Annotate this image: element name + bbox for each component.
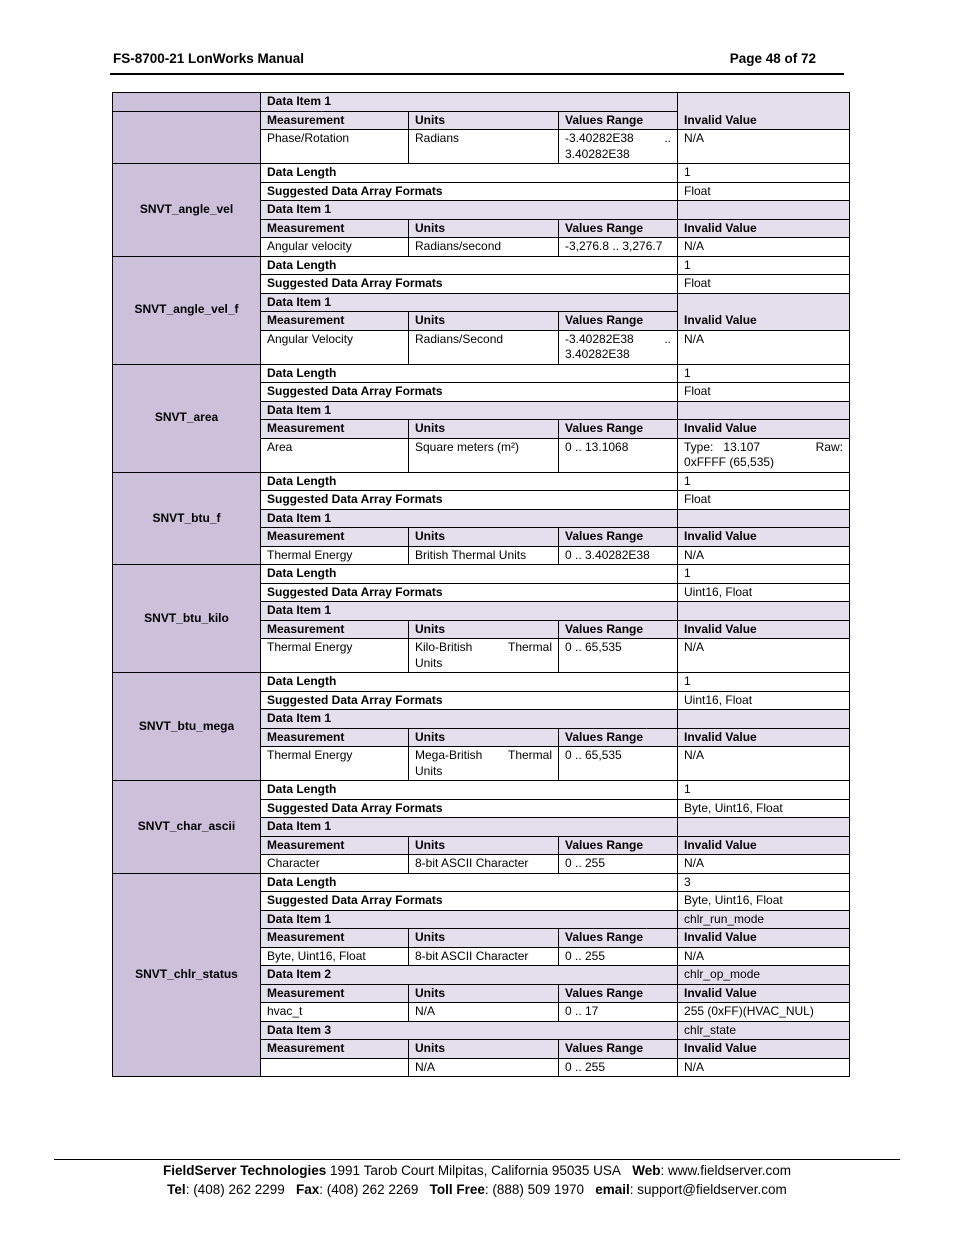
formats-value: Uint16, Float [678, 691, 850, 710]
data-length-label: Data Length [261, 565, 678, 584]
measurement-header: Measurement [261, 420, 409, 439]
values-range-cell: 0 .. 65,535 [559, 639, 678, 673]
formats-value: Uint16, Float [678, 583, 850, 602]
data-length-value: 1 [678, 364, 850, 383]
formats-value: Float [678, 275, 850, 294]
values-range-cell: 0 .. 65,535 [559, 747, 678, 781]
header-divider [110, 73, 844, 75]
table-row [113, 93, 850, 112]
values-range-header: Values Range [559, 929, 678, 948]
units-header: Units [409, 984, 559, 1003]
formats-label: Suggested Data Array Formats [261, 383, 678, 402]
measurement-header: Measurement [261, 836, 409, 855]
data-item-label: Data Item 1 [261, 509, 678, 528]
measurement-header: Measurement [261, 111, 409, 130]
values-range-cell: -3.40282E38 .. 3.40282E38 [559, 330, 678, 364]
values-range-cell: 0 .. 255 [559, 1058, 678, 1077]
units-header: Units [409, 420, 559, 439]
invalid-value-header: Invalid Value [678, 728, 850, 747]
formats-value: Byte, Uint16, Float [678, 892, 850, 911]
units-header: Units [409, 111, 559, 130]
units-cell: Radians [409, 130, 559, 164]
data-item-label: Data Item 1 [261, 602, 678, 621]
units-cell: Kilo-British Thermal Units [409, 639, 559, 673]
footer-divider [54, 1159, 900, 1160]
units-header: Units [409, 312, 559, 331]
page-number: Page 48 of 72 [729, 51, 816, 66]
units-cell: Radians/Second [409, 330, 559, 364]
formats-value: Byte, Uint16, Float [678, 799, 850, 818]
values-range-header: Values Range [559, 620, 678, 639]
measurement-cell: Character [261, 855, 409, 874]
formats-label: Suggested Data Array Formats [261, 583, 678, 602]
table-row [113, 673, 850, 692]
data-item-value [678, 401, 850, 420]
units-header: Units [409, 1040, 559, 1059]
units-header: Units [409, 728, 559, 747]
invalid-value-header: Invalid Value [678, 219, 850, 238]
values-range-header: Values Range [559, 984, 678, 1003]
invalid-value-cell: Type: 13.107 Raw: 0xFFFF (65,535) [678, 438, 850, 472]
measurement-cell: Byte, Uint16, Float [261, 947, 409, 966]
measurement-cell: Thermal Energy [261, 639, 409, 673]
snvt-name-cell: SNVT_btu_f [113, 472, 261, 565]
invalid-value-cell: N/A [678, 947, 850, 966]
formats-label: Suggested Data Array Formats [261, 691, 678, 710]
table-row [113, 364, 850, 383]
data-length-label: Data Length [261, 781, 678, 800]
table-row [113, 256, 850, 275]
data-length-value: 1 [678, 673, 850, 692]
formats-value: Float [678, 182, 850, 201]
invalid-value-cell: N/A [678, 238, 850, 257]
values-range-cell: -3.40282E38 .. 3.40282E38 [559, 130, 678, 164]
invalid-value-cell: 255 (0xFF)(HVAC_NUL) [678, 1003, 850, 1022]
values-range-header: Values Range [559, 528, 678, 547]
measurement-header: Measurement [261, 620, 409, 639]
measurement-header: Measurement [261, 528, 409, 547]
data-item-value [678, 602, 850, 621]
data-item-value: chlr_run_mode [678, 910, 850, 929]
table-row [113, 873, 850, 892]
formats-label: Suggested Data Array Formats [261, 182, 678, 201]
invalid-value-cell: N/A [678, 639, 850, 673]
data-item-label: Data Item 3 [261, 1021, 678, 1040]
units-cell: Square meters (m²) [409, 438, 559, 472]
snvt-name-cell [113, 93, 261, 112]
measurement-header: Measurement [261, 929, 409, 948]
data-item-label: Data Item 1 [261, 818, 678, 837]
data-item-value [678, 710, 850, 729]
data-length-label: Data Length [261, 472, 678, 491]
invalid-value-header: Invalid Value [678, 1040, 850, 1059]
snvt-spec-table [112, 92, 850, 1077]
formats-value: Float [678, 383, 850, 402]
invalid-value-cell: N/A [678, 747, 850, 781]
data-item-value: chlr_state [678, 1021, 850, 1040]
measurement-cell: Area [261, 438, 409, 472]
invalid-value-header: Invalid Value [678, 929, 850, 948]
snvt-name-cell: SNVT_angle_vel_f [113, 256, 261, 364]
data-length-label: Data Length [261, 256, 678, 275]
table-row [113, 164, 850, 183]
footer-contact-line: Tel: (408) 262 2299 Fax: (408) 262 2269 Toll Free: (888) 509 1970 email: support@fieldserver.com [167, 1182, 787, 1197]
units-cell: N/A [409, 1058, 559, 1077]
measurement-cell: Thermal Energy [261, 747, 409, 781]
measurement-cell: Thermal Energy [261, 546, 409, 565]
units-header: Units [409, 929, 559, 948]
snvt-name-cell: SNVT_char_ascii [113, 781, 261, 874]
values-range-header: Values Range [559, 728, 678, 747]
units-cell: N/A [409, 1003, 559, 1022]
units-header: Units [409, 620, 559, 639]
snvt-name-cell: SNVT_btu_kilo [113, 565, 261, 673]
measurement-cell [261, 1058, 409, 1077]
invalid-value-cell: N/A [678, 546, 850, 565]
values-range-cell: 0 .. 255 [559, 947, 678, 966]
values-range-header: Values Range [559, 111, 678, 130]
data-length-value: 1 [678, 781, 850, 800]
units-cell: Radians/second [409, 238, 559, 257]
invalid-value-header: Invalid Value [678, 293, 850, 330]
snvt-name-cell: SNVT_area [113, 364, 261, 472]
table-row [113, 565, 850, 584]
values-range-cell: 0 .. 255 [559, 855, 678, 874]
data-length-label: Data Length [261, 164, 678, 183]
formats-label: Suggested Data Array Formats [261, 799, 678, 818]
invalid-value-cell: N/A [678, 330, 850, 364]
units-cell: British Thermal Units [409, 546, 559, 565]
invalid-value-header: Invalid Value [678, 620, 850, 639]
values-range-cell: 0 .. 3.40282E38 [559, 546, 678, 565]
invalid-value-header: Invalid Value [678, 528, 850, 547]
measurement-cell: Angular Velocity [261, 330, 409, 364]
formats-label: Suggested Data Array Formats [261, 892, 678, 911]
units-header: Units [409, 836, 559, 855]
formats-label: Suggested Data Array Formats [261, 491, 678, 510]
invalid-value-header: Invalid Value [678, 420, 850, 439]
measurement-header: Measurement [261, 728, 409, 747]
data-item-label: Data Item 1 [261, 910, 678, 929]
data-item-label: Data Item 1 [261, 710, 678, 729]
table-row [113, 472, 850, 491]
data-item-label: Data Item 1 [261, 401, 678, 420]
footer-address-line: FieldServer Technologies 1991 Tarob Court Milpitas, California 95035 USA Web: www.fieldserver.com [162, 1163, 792, 1178]
data-item-label: Data Item 2 [261, 966, 678, 985]
formats-value: Float [678, 491, 850, 510]
snvt-name-cell: SNVT_chlr_status [113, 873, 261, 1077]
data-length-value: 1 [678, 472, 850, 491]
values-range-cell: -3,276.8 .. 3,276.7 [559, 238, 678, 257]
values-range-cell: 0 .. 17 [559, 1003, 678, 1022]
invalid-value-header: Invalid Value [678, 836, 850, 855]
values-range-header: Values Range [559, 1040, 678, 1059]
measurement-cell: hvac_t [261, 1003, 409, 1022]
data-length-value: 3 [678, 873, 850, 892]
measurement-header: Measurement [261, 984, 409, 1003]
invalid-value-header: Invalid Value [678, 984, 850, 1003]
units-cell: 8-bit ASCII Character [409, 855, 559, 874]
units-cell: Mega-British Thermal Units [409, 747, 559, 781]
data-length-value: 1 [678, 256, 850, 275]
document-title: FS-8700-21 LonWorks Manual [113, 51, 305, 66]
data-item-value: chlr_op_mode [678, 966, 850, 985]
values-range-header: Values Range [559, 420, 678, 439]
measurement-cell: Phase/Rotation [261, 130, 409, 164]
data-length-value: 1 [678, 164, 850, 183]
data-item-label: Data Item 1 [261, 201, 678, 220]
formats-label: Suggested Data Array Formats [261, 275, 678, 294]
data-length-label: Data Length [261, 873, 678, 892]
values-range-cell: 0 .. 13.1068 [559, 438, 678, 472]
table-row [113, 781, 850, 800]
units-header: Units [409, 528, 559, 547]
data-length-value: 1 [678, 565, 850, 584]
measurement-header: Measurement [261, 219, 409, 238]
units-header: Units [409, 219, 559, 238]
units-cell: 8-bit ASCII Character [409, 947, 559, 966]
snvt-name-cell: SNVT_btu_mega [113, 673, 261, 781]
data-item-value [678, 818, 850, 837]
data-length-label: Data Length [261, 673, 678, 692]
invalid-value-cell: N/A [678, 855, 850, 874]
data-length-label: Data Length [261, 364, 678, 383]
measurement-header: Measurement [261, 312, 409, 331]
data-item-value [678, 201, 850, 220]
data-item-label: Data Item 1 [261, 293, 678, 312]
data-item-label: Data Item 1 [261, 93, 678, 112]
snvt-name-cell: SNVT_angle_vel [113, 164, 261, 257]
invalid-value-cell: N/A [678, 1058, 850, 1077]
measurement-header: Measurement [261, 1040, 409, 1059]
data-item-value [678, 509, 850, 528]
invalid-value-header: Invalid Value [678, 93, 850, 130]
measurement-cell: Angular velocity [261, 238, 409, 257]
values-range-header: Values Range [559, 219, 678, 238]
values-range-header: Values Range [559, 836, 678, 855]
values-range-header: Values Range [559, 312, 678, 331]
snvt-name-cell [113, 111, 261, 164]
invalid-value-cell: N/A [678, 130, 850, 164]
